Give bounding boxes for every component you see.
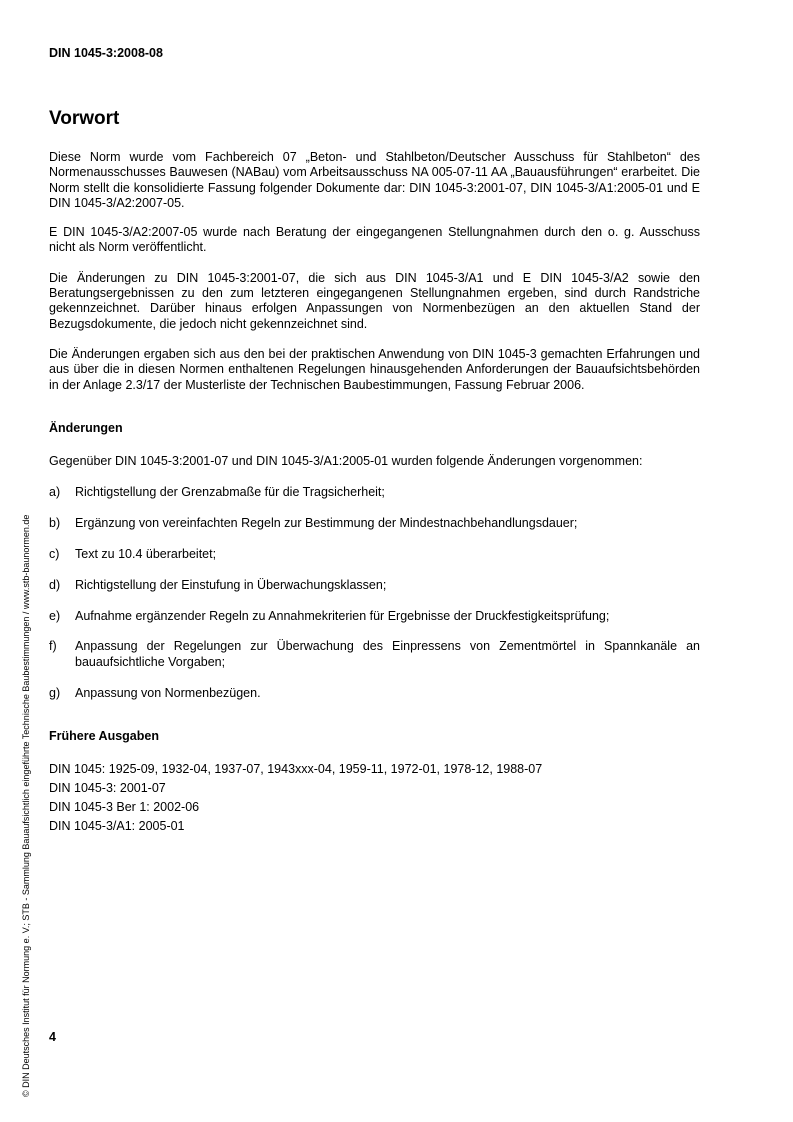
list-item-text: Aufnahme ergänzender Regeln zu Annahmekriterien für Ergebnisse der Druckfestigkeitsprüfung; [75,608,610,623]
changes-intro: Gegenüber DIN 1045-3:2001-07 und DIN 1045-3/A1:2005-01 wurden folgende Änderungen vorgenommen: [49,454,643,469]
changes-list [49,485,700,700]
previous-editions-list [49,762,700,834]
list-item-letter: d) [49,577,61,592]
list-item-text: Richtigstellung der Grenzabmaße für die Tragsicherheit; [75,485,385,500]
list-item-letter: g) [49,685,61,700]
page-number: 4 [49,1030,56,1044]
page-title: Vorwort [49,108,120,129]
list-item [49,516,700,531]
list-item-letter: b) [49,516,61,531]
list-item [49,485,700,500]
changes-heading: Änderungen [49,420,123,435]
previous-editions-heading: Frühere Ausgaben [49,728,159,743]
list-item-letter: c) [49,547,60,562]
document-header: DIN 1045-3:2008-08 [49,46,163,60]
edition-item: DIN 1045-3/A1: 2005-01 [49,818,185,833]
edition-item: DIN 1045-3: 2001-07 [49,780,166,795]
main-content [49,150,700,837]
paragraph-intro: Diese Norm wurde vom Fachbereich 07 „Beton- und Stahlbeton/Deutscher Ausschuss für Stahlbeton“ des Normenausschusses Bauwesen (NABau) vom Arbeitsausschuss NA 005-07-11 AA „Bauausführungen“ erarbeitet. Die Norm stellt die konsolidierte Fassung folgender Dokumente dar: DIN 1045-3:2001-07, DIN 1045-3/A1:2005-01 und E DIN 1045-3/A2:2007-05. [49,150,700,210]
copyright-side-note: © DIN Deutsches Institut für Normung e. V.; STB - Sammlung Bauaufsichtlich eingeführte Technische Baubestimmungen / www.stb-baunormen.de [21,514,31,1097]
edition-item: DIN 1045-3 Ber 1: 2002-06 [49,799,200,814]
edition-item: DIN 1045: 1925-09, 1932-04, 1937-07, 1943xxx-04, 1959-11, 1972-01, 1978-12, 1988-07 [49,762,543,777]
paragraph-draft-status: E DIN 1045-3/A2:2007-05 wurde nach Beratung der eingegangenen Stellungnahmen durch den o. g. Ausschuss nicht als Norm veröffentlicht. [49,225,700,255]
list-item [49,639,700,670]
list-item-text: Text zu 10.4 überarbeitet; [75,547,217,562]
list-item-text: Anpassung von Normenbezügen. [75,685,261,700]
list-item [49,609,700,624]
list-item-letter: a) [49,485,61,500]
list-item-text: Richtigstellung der Einstufung in Überwachungsklassen; [75,577,387,592]
paragraph-changes-marking: Die Änderungen zu DIN 1045-3:2001-07, die sich aus DIN 1045-3/A1 und E DIN 1045-3/A2 sowie den Beratungsergebnissen zu den zum letzteren eingegangenen Stellungnahmen ergeben, sind durch Randstriche gekennzeichnet. Darüber hinaus erfolgen Anpassungen von Normenbezügen an den aktuellen Stand der Bezugsdokumente, die jedoch nicht gekennzeichnet sind. [49,270,700,331]
list-item-text: Anpassung der Regelungen zur Überwachung des Einpressens von Zementmörtel in Spannkanäle an bauaufsichtliche Vorgaben; [75,639,700,669]
list-item-letter: f) [49,639,57,654]
paragraph-changes-origin: Die Änderungen ergaben sich aus den bei der praktischen Anwendung von DIN 1045-3 gemachten Erfahrungen und aus über die in diesen Normen enthaltenen Regelungen hinausgehenden Anforderungen der Bauaufsichtsbehörden in der Anlage 2.3/17 der Musterliste der Technischen Baubestimmungen, Fassung Februar 2006. [49,346,700,392]
list-item [49,547,700,562]
list-item [49,578,700,593]
list-item [49,686,700,701]
list-item-text: Ergänzung von vereinfachten Regeln zur Bestimmung der Mindestnachbehandlungsdauer; [75,516,578,531]
list-item-letter: e) [49,608,61,623]
